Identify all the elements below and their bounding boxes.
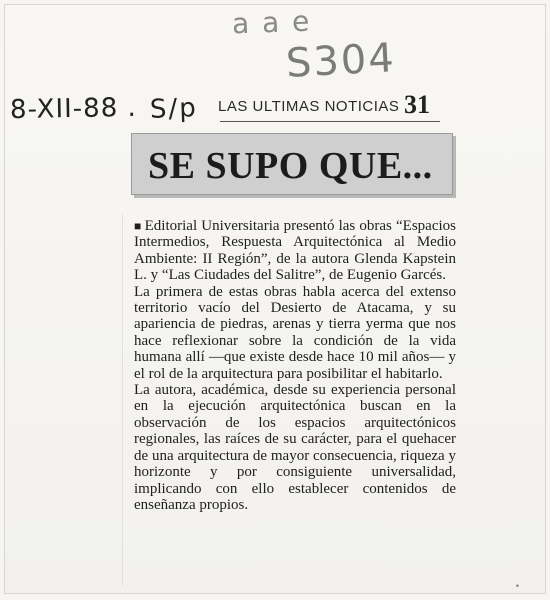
article-paragraph: La autora, académica, desde su experiencia personal en la ejecución arquitectónica buscan en la observación de los espacios arquitectónicos regionales, las raíces de su carácter, para el quehacer de una arquitectura de mayor consecuencia, riqueza y horizonte y por consiguiente universalidad, implicando con ello establecer contenidos de enseñanza propios. (134, 382, 456, 513)
corner-mark: • (514, 582, 520, 592)
article-paragraph (134, 218, 456, 284)
publication-name: LAS ULTIMAS NOTICIAS (218, 98, 400, 115)
handwritten-archive-code: a a e (231, 4, 312, 41)
section-title: SE SUPO QUE... (148, 145, 433, 187)
handwritten-date: 8-XII-88 . (9, 92, 138, 126)
bullet-icon: ■ (134, 219, 142, 233)
column-divider (122, 214, 123, 586)
masthead-divider (220, 121, 440, 122)
handwritten-catalog-number: S304 (284, 35, 397, 87)
handwritten-initials: S/p (149, 93, 199, 125)
article-body (134, 218, 456, 588)
article-paragraph: La primera de estas obras habla acerca del extenso territorio vacío del Desierto de Atacama, y su apariencia de piedras, arenas y tierra yerma que nos hace reflexionar sobre la condición de la vida humana allí —que existe desde hace 10 mil años— y el rol de la arquitectura para posibilitar el habitarlo. (134, 283, 456, 382)
page-number: 31 (404, 90, 430, 119)
section-banner (131, 133, 453, 195)
paragraph-text: Editorial Universitaria presentó las obras “Espacios Intermedios, Respuesta Arquitectónica al Medio Ambiente: II Región”, de la autora Glenda Kapstein L. y “Las Ciudades del Salitre”, de Eugenio Garcés. (134, 218, 456, 284)
